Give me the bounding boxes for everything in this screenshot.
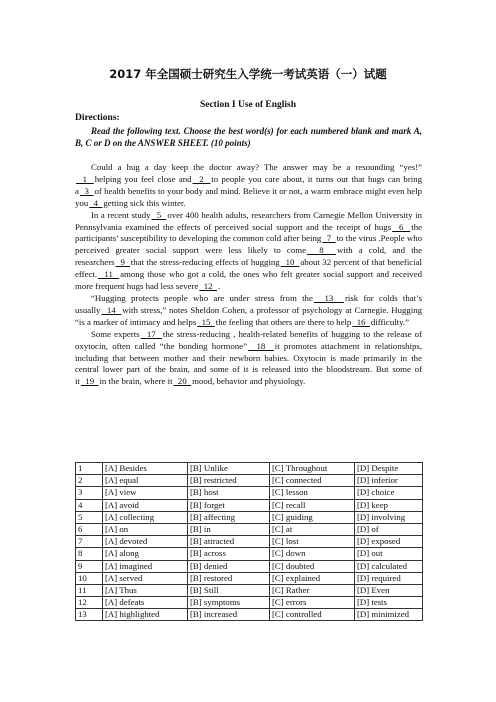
blank-number: 1 (76, 173, 94, 184)
option-b: [B] affecting (188, 511, 270, 523)
passage-text: the participants’ susceptibility to developing the common cold after being (75, 221, 422, 244)
section-heading: Section I Use of English (199, 100, 297, 110)
option-b: [B] host (188, 487, 270, 499)
option-a: [A] imagined (103, 560, 188, 572)
option-c: [C] Throughout (270, 463, 355, 475)
passage-text: over 400 health adults, researchers from Carnegie Mellon University in Pennsylvania examined the effects of perceived social support and the receipt of hugs (75, 209, 422, 232)
question-number: 10 (76, 572, 103, 584)
passage-text: in the brain, where it (99, 376, 173, 387)
option-b: [B] Unlike (188, 463, 270, 475)
blank-number: 14 (101, 304, 122, 315)
blank-number: 8 (306, 245, 337, 256)
option-d: [D] calculated (355, 560, 423, 572)
option-c: [C] errors (270, 597, 355, 609)
passage-text: it promotes attachment in relationships, including that between mother and their newborn babies. Oxytocin is made primarily in the central lower part of the brain, and some of it is released into the bloodstream. But some of it (75, 340, 423, 387)
option-a: [A] defeats (103, 597, 188, 609)
passage-text: to people you care about, it turns out that hugs can bring a (75, 173, 422, 196)
blank-number: 2 (192, 173, 211, 184)
option-a: [A] served (103, 572, 188, 584)
passage-text: the stress-reducing , health-related benefits of hugging to the release of oxytocin, often called “the bonding hormone” (75, 328, 423, 351)
table-row (76, 523, 423, 535)
option-a: [A] along (103, 548, 188, 560)
table-row (76, 609, 423, 621)
table-row (76, 487, 423, 499)
table-row (76, 511, 423, 523)
option-b: [B] across (188, 548, 270, 560)
option-d: [D] of (355, 523, 423, 535)
option-d: [D] minimized (355, 609, 423, 621)
option-b: [B] denied (188, 560, 270, 572)
option-c: [C] lesson (270, 487, 355, 499)
directions-text: Read the following text. Choose the best word(s) for each numbered blank and mark A, B, C or D on the ANSWER SHEET. (10 points) (75, 126, 422, 148)
option-d: [D] keep (355, 499, 423, 511)
blank-number: 18 (247, 340, 274, 351)
passage-text: among those who got a cold, the ones who felt greater social support and received more frequent hugs had less severe (75, 269, 422, 292)
table-row (76, 572, 423, 584)
passage-text: “Hugging protects people who are under stress from the (91, 292, 313, 303)
question-number: 8 (76, 548, 103, 560)
passage-paragraph (75, 210, 422, 293)
passage-text: mood, behavior and physiology. (192, 376, 306, 387)
passage-text: helping you feel close and (94, 173, 192, 184)
question-number: 13 (76, 609, 103, 621)
option-d: [D] tests (355, 597, 423, 609)
blank-number: 10 (280, 257, 300, 268)
option-c: [C] controlled (270, 609, 355, 621)
passage-text: getting sick this winter. (103, 197, 186, 208)
option-d: [D] required (355, 572, 423, 584)
passage-text: to the virus .People who perceived greater social support were less likely to come (75, 233, 422, 256)
passage-text: with stress,” notes Sheldon Cohen, a professor of psychology at Carnegie. Hugging “is a marker of intimacy and helps (75, 304, 422, 327)
table-row (76, 560, 423, 572)
passage-text: of health benefits to your body and mind. Believe it or not, a warm embrace might even help you (75, 185, 423, 208)
option-a: [A] Besides (103, 463, 188, 475)
passage-paragraph (75, 293, 422, 329)
passage-text: the feeling that others are there to help (215, 316, 352, 327)
question-number: 6 (76, 523, 103, 535)
option-c: [C] guiding (270, 511, 355, 523)
option-a: [A] equal (103, 475, 188, 487)
passage-paragraph (75, 329, 422, 389)
question-number: 4 (76, 499, 103, 511)
option-c: [C] at (270, 523, 355, 535)
passage-text: In a recent study (91, 209, 151, 220)
blank-number: 12 (199, 281, 217, 292)
option-a: [A] on (103, 523, 188, 535)
option-d: [D] out (355, 548, 423, 560)
blank-number: 3 (79, 185, 94, 196)
page-title: 2017 年全国硕士研究生入学统一考试英语（一）试题 (109, 67, 387, 81)
table-row (76, 584, 423, 596)
option-d: [D] exposed (355, 536, 423, 548)
option-b: [B] symptoms (188, 597, 270, 609)
blank-number: 16 (352, 316, 370, 327)
blank-number: 7 (322, 233, 336, 244)
blank-number: 5 (151, 209, 167, 220)
option-a: [A] avoid (103, 499, 188, 511)
option-c: [C] explained (270, 572, 355, 584)
blank-number: 9 (115, 257, 130, 268)
directions-heading: Directions: (75, 113, 120, 123)
passage-text: that the stress-reducing effects of hugging (130, 257, 280, 268)
blank-number: 20 (173, 376, 192, 387)
passage-paragraph (75, 162, 422, 210)
option-b: [B] forget (188, 499, 270, 511)
question-number: 5 (76, 511, 103, 523)
option-d: [D] Even (355, 584, 423, 596)
table-row (76, 475, 423, 487)
blank-number: 6 (392, 221, 411, 232)
option-b: [B] increased (188, 609, 270, 621)
option-d: [D] involving (355, 511, 423, 523)
option-d: [D] Despite (355, 463, 423, 475)
passage-text: difficulty.” (370, 316, 410, 327)
table-row (76, 548, 423, 560)
option-a: [A] highlighted (103, 609, 188, 621)
blank-number: 19 (80, 376, 99, 387)
option-c: [C] lost (270, 536, 355, 548)
passage-text: risk for colds that’s usually (75, 292, 422, 315)
question-number: 1 (76, 463, 103, 475)
option-b: [B] Still (188, 584, 270, 596)
passage (75, 162, 422, 388)
blank-number: 4 (89, 197, 103, 208)
option-d: [D] choice (355, 487, 423, 499)
option-a: [A] devoted (103, 536, 188, 548)
passage-text: . (217, 281, 221, 292)
table-row (76, 536, 423, 548)
question-number: 9 (76, 560, 103, 572)
question-number: 12 (76, 597, 103, 609)
option-c: [C] recall (270, 499, 355, 511)
option-d: [D] inferior (355, 475, 423, 487)
option-a: [A] Thus (103, 584, 188, 596)
table-row (76, 499, 423, 511)
blank-number: 15 (197, 316, 215, 327)
table-row (76, 463, 423, 475)
question-number: 2 (76, 475, 103, 487)
question-number: 11 (76, 584, 103, 596)
table-row (76, 597, 423, 609)
option-a: [A] view (103, 487, 188, 499)
option-b: [B] restricted (188, 475, 270, 487)
option-b: [B] attracted (188, 536, 270, 548)
option-c: [C] Rather (270, 584, 355, 596)
option-c: [C] doubted (270, 560, 355, 572)
passage-text: with a cold, and the researchers (75, 245, 422, 268)
blank-number: 13 (313, 292, 344, 303)
option-b: [B] restored (188, 572, 270, 584)
passage-text: Some experts (91, 328, 140, 339)
option-c: [C] down (270, 548, 355, 560)
blank-number: 11 (98, 269, 120, 280)
question-number: 3 (76, 487, 103, 499)
question-number: 7 (76, 536, 103, 548)
blank-number: 17 (140, 328, 162, 339)
option-a: [A] collecting (103, 511, 188, 523)
option-c: [C] connected (270, 475, 355, 487)
options-table (75, 462, 423, 621)
passage-text: about 32 percent of that beneficial effect. (75, 257, 423, 280)
option-b: [B] in (188, 523, 270, 535)
passage-text: Could a hug a day keep the doctor away? The answer may be a resounding “yes!” (91, 162, 422, 172)
